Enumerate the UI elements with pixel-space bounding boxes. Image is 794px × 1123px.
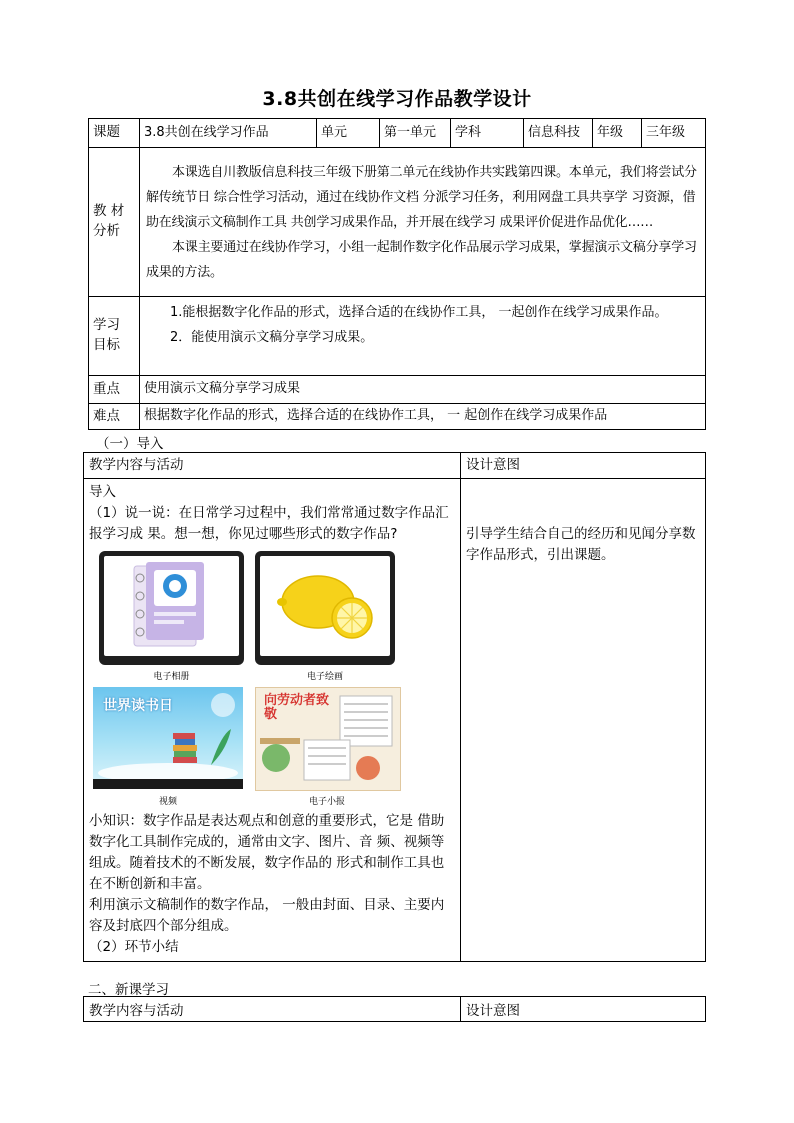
lesson-body-row bbox=[84, 479, 706, 962]
section-new-lesson-heading: 二、新课学习 bbox=[88, 982, 169, 998]
caption-album: 电子相册 bbox=[153, 672, 190, 682]
digital-works-gallery bbox=[89, 549, 455, 811]
album-illustration bbox=[104, 556, 239, 656]
design-intent: 引导学生结合自己的经历和见闻分享数字作品形式，引出课题。 bbox=[461, 479, 706, 962]
album-tablet bbox=[99, 551, 244, 665]
topic-value: 3.8共创在线学习作品 bbox=[140, 119, 317, 148]
goal-1: 1.能根据数字化作品的形式，选择合适的在线协作工具， 一起创作在线学习成果作品。 bbox=[170, 305, 668, 320]
key-label: 重点 bbox=[89, 376, 140, 404]
lemon-illustration bbox=[260, 556, 390, 656]
info-row-goals bbox=[89, 297, 706, 376]
unit-label: 单元 bbox=[317, 119, 380, 148]
new-lesson-header-row bbox=[84, 997, 706, 1022]
goals-label: 学习 目标 bbox=[89, 297, 140, 376]
question-1: （1）说一说：在日常学习过程中，我们常常通过数字作品汇报学习成 果。想一想，你见过哪些形式的数字作品? bbox=[89, 505, 449, 542]
new-lesson-col-content-header: 教学内容与活动 bbox=[84, 997, 461, 1022]
section-summary: （2）环节小结 bbox=[89, 939, 179, 955]
info-row-difficulty bbox=[89, 404, 706, 430]
grade-value: 三年级 bbox=[642, 119, 706, 148]
caption-video: 视频 bbox=[158, 797, 177, 807]
caption-painting: 电子绘画 bbox=[306, 672, 343, 682]
info-table bbox=[88, 118, 706, 430]
newspaper-thumbnail bbox=[255, 687, 401, 791]
lesson-table bbox=[83, 452, 706, 962]
analysis-paragraph-1: 本课选自川教版信息科技三年级下册第二单元在线协作共实践第四课。本单元，我们将尝试分解传统节日 综合性学习活动，通过在线协作文档 分派学习任务，利用网盘工具共享学 习资源，借助在线演示文稿制作工具 共创学习成果作品，并开展在线学习 成果评价促进作品优化…… bbox=[146, 164, 697, 230]
subject-value: 信息科技 bbox=[524, 119, 593, 148]
lesson-col-content-header: 教学内容与活动 bbox=[84, 453, 461, 479]
caption-newspaper: 电子小报 bbox=[308, 797, 345, 807]
topic-label: 课题 bbox=[89, 119, 140, 148]
analysis-label: 教 材 分析 bbox=[89, 148, 140, 297]
grade-label: 年级 bbox=[593, 119, 642, 148]
goal-2: 2．能使用演示文稿分享学习成果。 bbox=[170, 330, 374, 345]
info-row-analysis bbox=[89, 148, 706, 297]
unit-value: 第一单元 bbox=[380, 119, 451, 148]
intro-heading: 导入 bbox=[89, 484, 116, 500]
document-title: 3.8共创在线学习作品教学设计 bbox=[262, 88, 532, 110]
new-lesson-table bbox=[83, 996, 706, 1022]
key-value: 使用演示文稿分享学习成果 bbox=[140, 376, 706, 404]
lesson-header-row bbox=[84, 453, 706, 479]
difficulty-label: 难点 bbox=[89, 404, 140, 430]
info-row-key bbox=[89, 376, 706, 404]
knowledge-text: 小知识：数字作品是表达观点和创意的重要形式，它是 借助数字化工具制作完成的，通常由文字、图片、音 频、视频等组成。随着技术的不断发展，数字作品的 形式和制作工具也在不断创新和丰富。 bbox=[89, 813, 445, 892]
book-day-title: 世界读书日 bbox=[103, 698, 173, 714]
info-row-topic bbox=[89, 119, 706, 148]
painting-tablet bbox=[255, 551, 395, 665]
video-thumbnail bbox=[93, 687, 243, 789]
lesson-col-intent-header: 设计意图 bbox=[461, 453, 706, 479]
difficulty-value: 根据数字化作品的形式，选择合适的在线协作工具， 一 起创作在线学习成果作品 bbox=[140, 404, 706, 430]
section-intro-heading: （一）导入 bbox=[96, 436, 164, 452]
labor-poster-title: 向劳动者致敬 bbox=[264, 693, 330, 722]
analysis-paragraph-2: 本课主要通过在线协作学习，小组一起制作数字化作品展示学习成果，掌握演示文稿分享学习成果的方法。 bbox=[146, 239, 697, 280]
ppt-structure-text: 利用演示文稿制作的数字作品， 一般由封面、目录、主要内容及封底四个部分组成。 bbox=[89, 897, 445, 934]
subject-label: 学科 bbox=[451, 119, 524, 148]
new-lesson-col-intent-header: 设计意图 bbox=[461, 997, 706, 1022]
